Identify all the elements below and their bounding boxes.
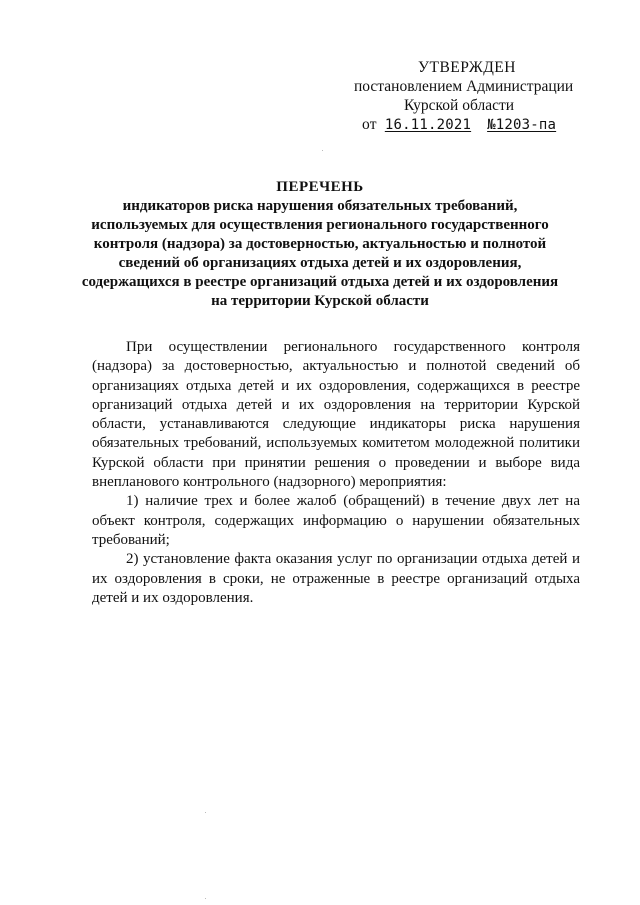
title-line: индикаторов риска нарушения обязательных требований, bbox=[122, 198, 518, 214]
list-item: 2) установление факта оказания услуг по организации отдыха детей и их оздоровления в сроки, не отраженные в реестре организаций отдыха детей и их оздоровления. bbox=[92, 551, 580, 606]
scan-mark bbox=[322, 150, 323, 151]
title-line: на территории Курской области bbox=[211, 293, 429, 309]
scan-mark bbox=[205, 898, 206, 899]
scan-mark bbox=[205, 812, 206, 813]
resolution-date: 16.11.2021 bbox=[384, 117, 472, 133]
list-item: 1) наличие трех и более жалоб (обращений) в течение двух лет на объект контроля, содержащих информацию о нарушении обязательных требований; bbox=[92, 493, 580, 548]
approved-by-resolution: постановлением Администрации bbox=[354, 78, 574, 95]
title-line: сведений об организациях отдыха детей и их оздоровления, bbox=[118, 255, 522, 271]
resolution-number: №1203-па bbox=[487, 117, 557, 133]
document-title-block bbox=[40, 178, 600, 311]
intro-paragraph: При осуществлении регионального государственного контроля (надзора) за достоверностью, актуальностью и полнотой сведений об организациях отдыха детей и их оздоровления, содержащихся в реестре организаций отдыха детей и их оздоровления на территории Курской области, устанавливаются следующие индикаторы риска нарушения обязательных требований, используемых комитетом молодежной политики Курской области при принятии решения о проведении и выборе вида внепланового контрольного (надзорного) мероприятия: bbox=[92, 339, 580, 491]
approval-stamp-block bbox=[340, 58, 590, 135]
approved-heading: УТВЕРЖДЕН bbox=[418, 59, 516, 76]
approval-date-line bbox=[340, 115, 590, 135]
title-line: содержащихся в реестре организаций отдыха детей и их оздоровления bbox=[81, 274, 559, 290]
document-body bbox=[92, 338, 580, 608]
title-line: контроля (надзора) за достоверностью, актуальностью и полнотой bbox=[93, 236, 547, 252]
approval-region: Курской области bbox=[404, 97, 515, 114]
date-prefix: от bbox=[362, 116, 377, 133]
document-heading: ПЕРЕЧЕНЬ bbox=[276, 179, 364, 195]
title-line: используемых для осуществления регионального государственного bbox=[91, 217, 549, 233]
